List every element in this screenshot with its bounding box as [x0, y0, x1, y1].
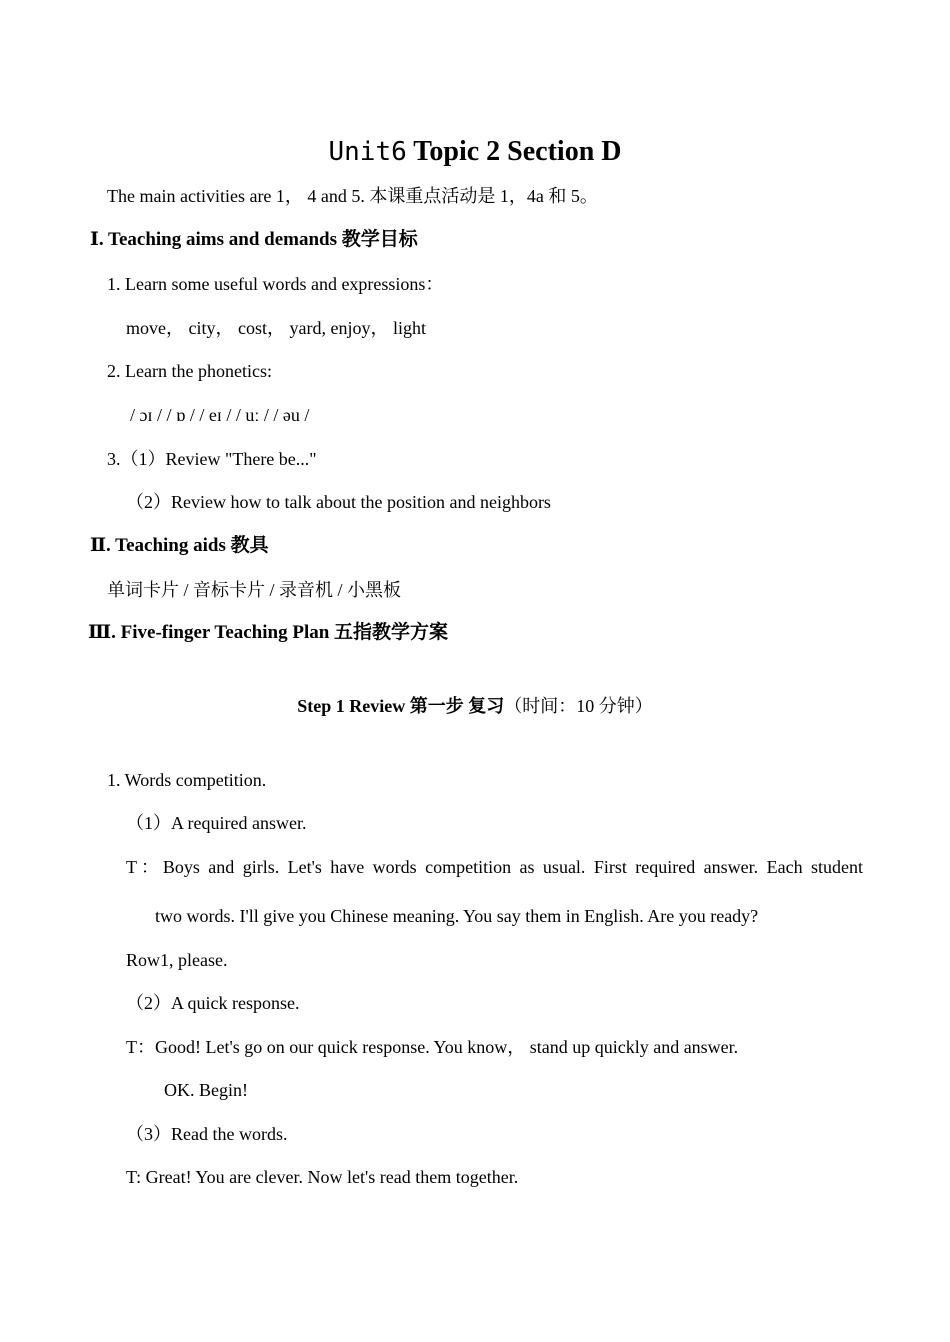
section-2-heading: Ⅱ. Teaching aids 教具 [90, 535, 269, 556]
step-1-label: Step 1 Review 第一步 复习 [297, 696, 505, 716]
step-1-line-8: OK. Begin! [164, 1080, 248, 1100]
aim-item-2: 2. Learn the phonetics: [107, 361, 272, 381]
step-1-line-5: Row1, please. [126, 950, 228, 970]
vocabulary-list: move， city， cost， yard, enjoy， light [126, 318, 426, 338]
aim-item-3a: 3.（1）Review "There be..." [107, 449, 317, 469]
section-1-heading: Ⅰ. Teaching aims and demands 教学目标 [90, 229, 418, 250]
section-3-heading: Ⅲ. Five-finger Teaching Plan 五指教学方案 [88, 622, 449, 643]
teaching-aids-list: 单词卡片 / 音标卡片 / 录音机 / 小黑板 [107, 580, 402, 600]
step-1-heading [0, 695, 950, 717]
step-1-line-3: T：Boys and girls. Let's have words competition as usual. First required answer. Each student [126, 857, 863, 877]
title-rest: Topic 2 Section D [406, 136, 622, 167]
aim-item-1: 1. Learn some useful words and expressions： [107, 274, 444, 294]
step-1-line-9: （3）Read the words. [126, 1124, 288, 1144]
aim-item-3b: （2）Review how to talk about the position and neighbors [126, 492, 551, 512]
step-1-line-6: （2）A quick response. [126, 993, 300, 1013]
step-1-time: （时间：10 分钟） [504, 696, 653, 716]
step-1-line-1: 1. Words competition. [107, 770, 267, 790]
step-1-line-4: two words. I'll give you Chinese meaning. You say them in English. Are you ready? [155, 906, 759, 926]
step-1-line-10: T: Great! You are clever. Now let's read them together. [126, 1167, 519, 1187]
title-unit: Unit6 [328, 137, 407, 167]
phonetics-list: / ɔɪ / / ɒ / / eɪ / / uː / / əu / [130, 405, 310, 425]
document-title [0, 134, 950, 170]
intro-text: The main activities are 1， 4 and 5. 本课重点活动是 1，4a 和 5。 [107, 186, 598, 206]
step-1-line-2: （1）A required answer. [126, 813, 307, 833]
step-1-line-7: T：Good! Let's go on our quick response. You know， stand up quickly and answer. [126, 1037, 739, 1057]
